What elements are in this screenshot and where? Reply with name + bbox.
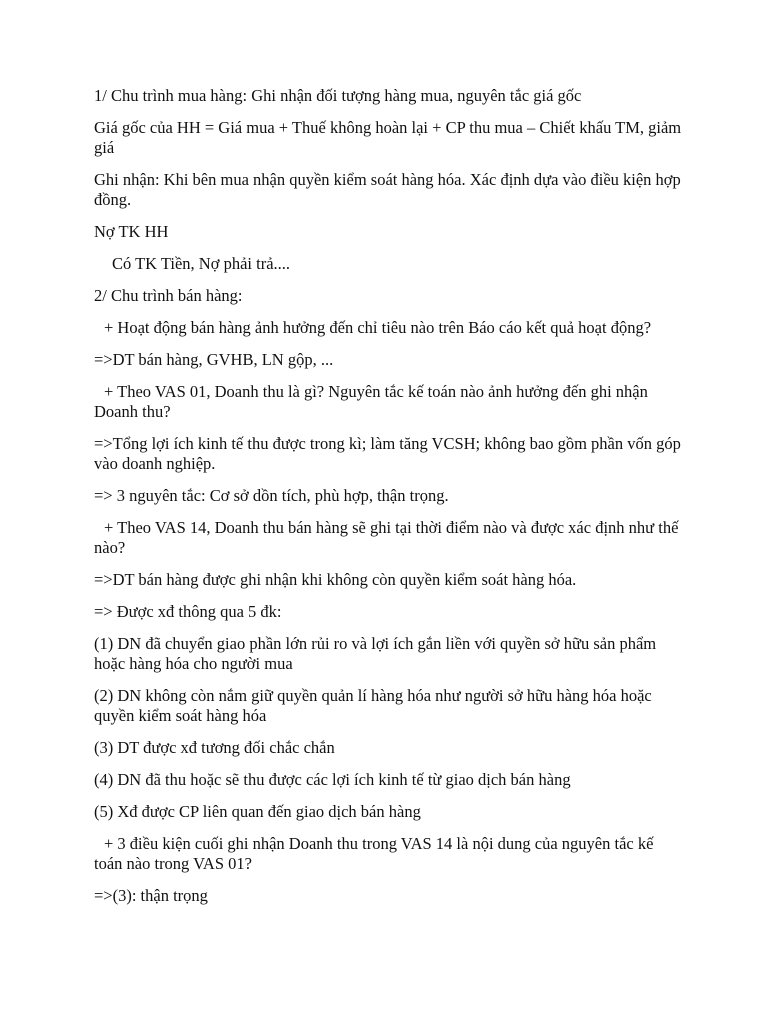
answer-sales-impact: =>DT bán hàng, GVHB, LN gộp, ... [94,350,334,369]
answer-vas14-five-conditions: => Được xđ thông qua 5 đk: [94,602,282,621]
condition-3: (3) DT được xđ tương đối chắc chắn [94,738,335,757]
condition-4: (4) DN đã thu hoặc sẽ thu được các lợi ích kinh tế từ giao dịch bán hàng [94,770,571,789]
paragraph-recognition: Ghi nhận: Khi bên mua nhận quyền kiểm soát hàng hóa. Xác định dựa vào điều kiện hợp đồng. [94,170,681,209]
paragraph-debit-entry: Nợ TK HH [94,222,169,241]
question-vas14-timing: + Theo VAS 14, Doanh thu bán hàng sẽ ghi tại thời điểm nào và được xác định như thế nào? [94,518,679,557]
answer-vas01-definition: =>Tổng lợi ích kinh tế thu được trong kì; làm tăng VCSH; không bao gồm phần vốn góp vào doanh nghiệp. [94,434,681,473]
question-sales-impact: + Hoạt động bán hàng ảnh hưởng đến chỉ tiêu nào trên Báo cáo kết quả hoạt động? [104,318,652,337]
answer-vas14-recognition: =>DT bán hàng được ghi nhận khi không còn quyền kiểm soát hàng hóa. [94,570,577,589]
document-content [94,86,684,916]
condition-5: (5) Xđ được CP liên quan đến giao dịch bán hàng [94,802,421,821]
paragraph-credit-entry: Có TK Tiền, Nợ phải trả.... [112,254,291,273]
answer-vas01-principles: => 3 nguyên tắc: Cơ sở dồn tích, phù hợp, thận trọng. [94,486,449,505]
question-vas01-revenue: + Theo VAS 01, Doanh thu là gì? Nguyên tắc kế toán nào ảnh hưởng đến ghi nhận Doanh thu? [94,382,648,421]
question-final-three-conditions: + 3 điều kiện cuối ghi nhận Doanh thu trong VAS 14 là nội dung của nguyên tắc kế toán nào trong VAS 01? [94,834,654,873]
condition-1: (1) DN đã chuyển giao phần lớn rủi ro và lợi ích gắn liền với quyền sở hữu sản phẩm hoặc hàng hóa cho người mua [94,634,657,673]
condition-2: (2) DN không còn nắm giữ quyền quản lí hàng hóa như người sở hữu hàng hóa hoặc quyền kiểm soát hàng hóa [94,686,652,725]
section-heading-sales-cycle: 2/ Chu trình bán hàng: [94,286,243,305]
section-heading-purchase-cycle: 1/ Chu trình mua hàng: Ghi nhận đối tượng hàng mua, nguyên tắc giá gốc [94,86,582,105]
answer-prudence: =>(3): thận trọng [94,886,208,905]
paragraph-cost-formula: Giá gốc của HH = Giá mua + Thuế không hoàn lại + CP thu mua – Chiết khấu TM, giảm giá [94,118,682,157]
